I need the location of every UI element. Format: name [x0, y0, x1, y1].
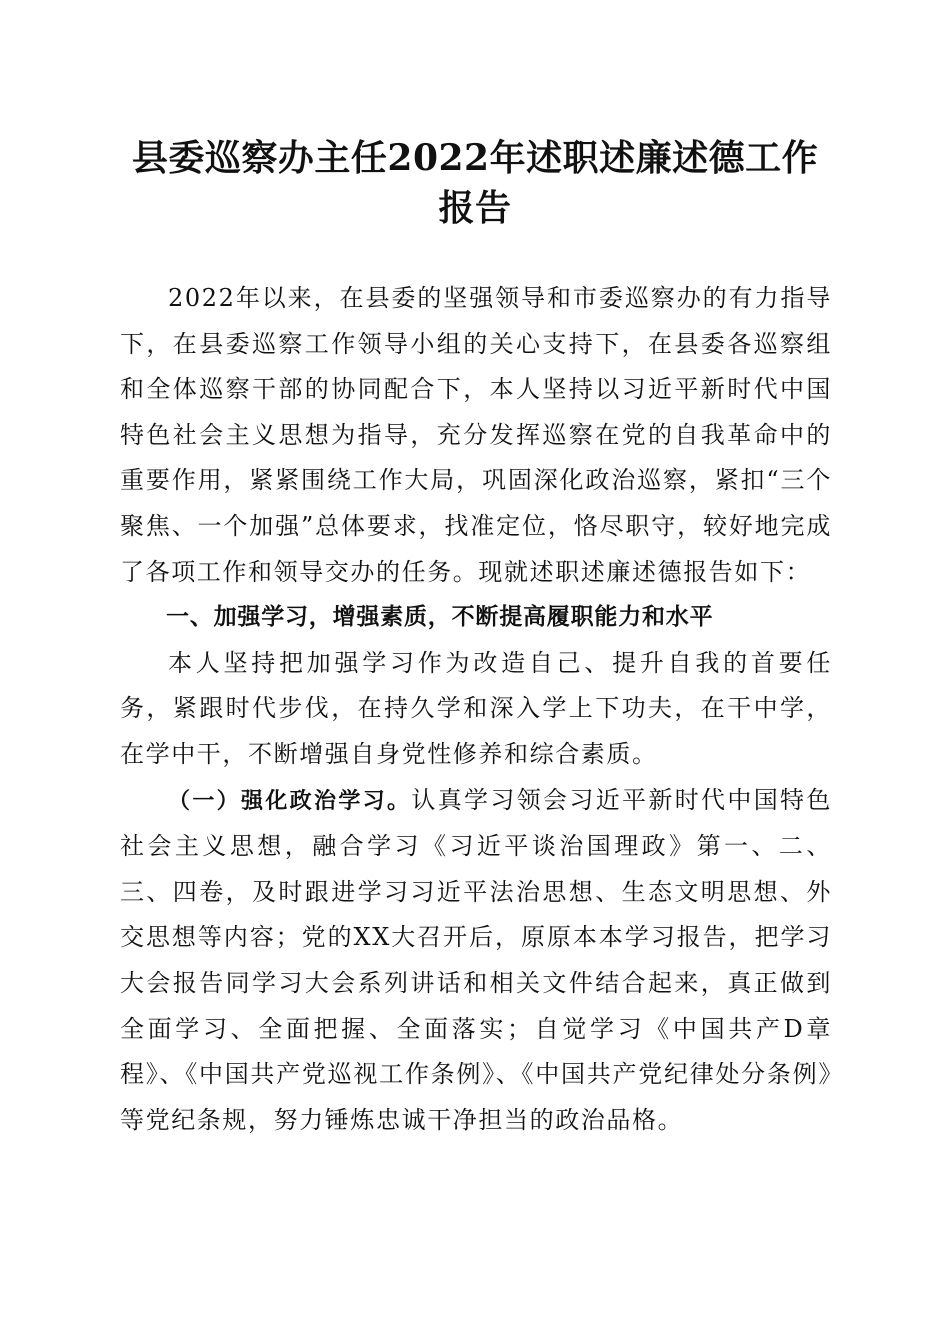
- subsection-1-paragraph: [120, 778, 832, 1144]
- intro-paragraph: 2022年以来，在县委的坚强领导和市委巡察办的有力指导下，在县委巡察工作领导小组的关心支持下，在县委各巡察组和全体巡察干部的协同配合下，本人坚持以习近平新时代中国特色社会主义思想为指导，充分发挥巡察在党的自我革命中的重要作用，紧紧围绕工作大局，巩固深化政治巡察，紧扣“三个聚焦、一个加强”总体要求，找准定位，恪尽职守，较好地完成了各项工作和领导交办的任务。现就述职述廉述德报告如下：: [120, 284, 832, 586]
- document-title: 县委巡察办主任2022年述职述廉述德工作报告: [131, 137, 819, 229]
- document-body: [120, 276, 832, 1143]
- section-1-paragraph: 本人坚持把加强学习作为改造自己、提升自我的首要任务，紧跟时代步伐，在持久学和深入学上下功夫，在干中学，在学中干，不断增强自身党性修养和综合素质。: [120, 648, 832, 768]
- section-heading-1: 一、加强学习，增强素质，不断提高履职能力和水平: [166, 604, 714, 631]
- subsection-1-text: 认真学习领会习近平新时代中国特色社会主义思想，融合学习《习近平谈治国理政》第一、二、三、四卷，及时跟进学习习近平法治思想、生态文明思想、外交思想等内容；党的XX大召开后，原原本本学习报告，把学习大会报告同学习大会系列讲话和相关文件结合起来，真正做到全面学习、全面把握、全面落实；自觉学习《中国共产D章程》、《中国共产党巡视工作条例》、《中国共产党纪律处分条例》等党纪条规，努力锤炼忠诚干净担当的政治品格。: [120, 785, 832, 1134]
- subsection-1-lead: （一）强化政治学习。: [168, 788, 412, 814]
